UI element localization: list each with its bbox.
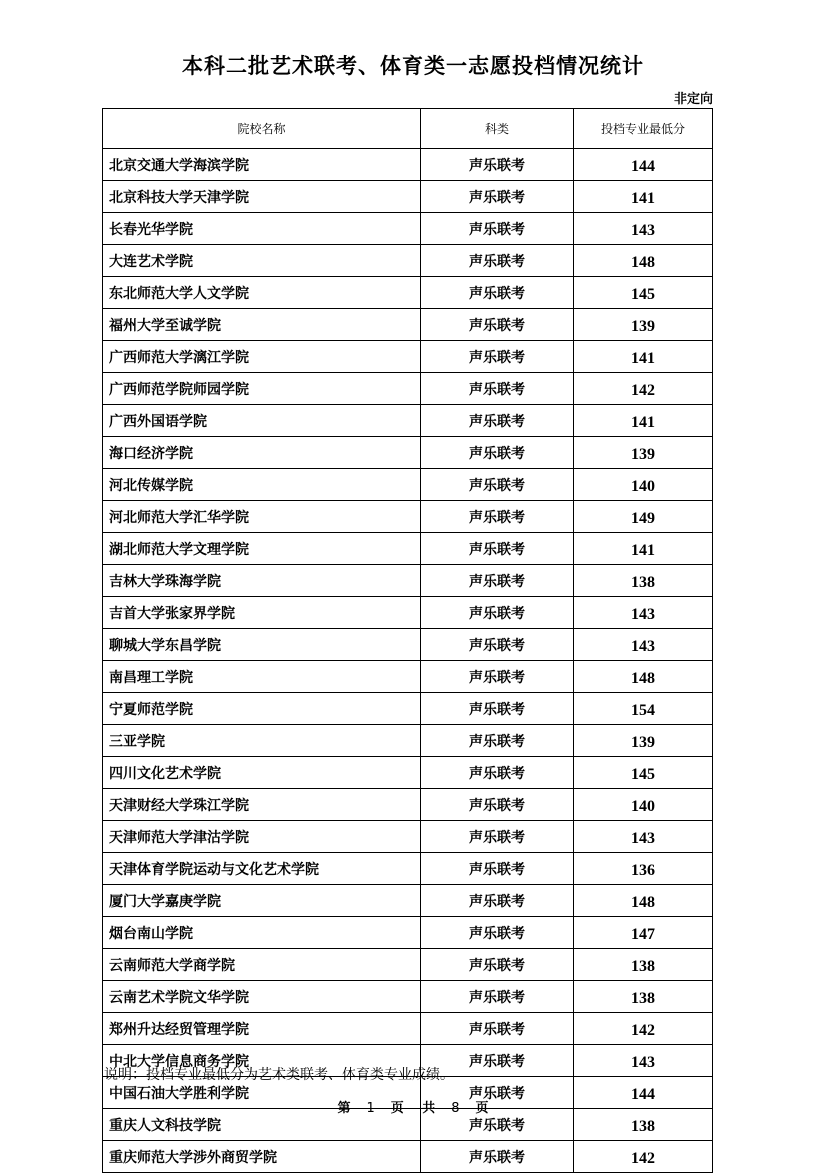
min-score-cell: 136 bbox=[574, 853, 713, 885]
category-cell: 声乐联考 bbox=[421, 917, 574, 949]
school-name-cell: 四川文化艺术学院 bbox=[103, 757, 421, 789]
header-school-name: 院校名称 bbox=[103, 109, 421, 149]
table-row bbox=[103, 213, 713, 245]
min-score-cell: 142 bbox=[574, 1141, 713, 1173]
table-row bbox=[103, 661, 713, 693]
min-score-cell: 138 bbox=[574, 949, 713, 981]
school-name-cell: 中北大学信息商务学院 bbox=[103, 1045, 421, 1077]
min-score-cell: 140 bbox=[574, 789, 713, 821]
table-row bbox=[103, 533, 713, 565]
category-cell: 声乐联考 bbox=[421, 1141, 574, 1173]
school-name-cell: 河北传媒学院 bbox=[103, 469, 421, 501]
school-name-cell: 吉林大学珠海学院 bbox=[103, 565, 421, 597]
table-header-row bbox=[103, 109, 713, 149]
header-min-score: 投档专业最低分 bbox=[574, 109, 713, 149]
school-name-cell: 烟台南山学院 bbox=[103, 917, 421, 949]
min-score-cell: 143 bbox=[574, 597, 713, 629]
table-row bbox=[103, 757, 713, 789]
min-score-cell: 142 bbox=[574, 373, 713, 405]
category-cell: 声乐联考 bbox=[421, 533, 574, 565]
category-cell: 声乐联考 bbox=[421, 469, 574, 501]
category-cell: 声乐联考 bbox=[421, 565, 574, 597]
school-name-cell: 郑州升达经贸管理学院 bbox=[103, 1013, 421, 1045]
school-name-cell: 天津财经大学珠江学院 bbox=[103, 789, 421, 821]
category-cell: 声乐联考 bbox=[421, 341, 574, 373]
category-cell: 声乐联考 bbox=[421, 949, 574, 981]
category-cell: 声乐联考 bbox=[421, 661, 574, 693]
min-score-cell: 139 bbox=[574, 725, 713, 757]
school-name-cell: 重庆师范大学涉外商贸学院 bbox=[103, 1141, 421, 1173]
table-row bbox=[103, 885, 713, 917]
category-cell: 声乐联考 bbox=[421, 245, 574, 277]
school-name-cell: 中国石油大学胜利学院 bbox=[103, 1077, 421, 1109]
category-cell: 声乐联考 bbox=[421, 885, 574, 917]
min-score-cell: 145 bbox=[574, 277, 713, 309]
table-row bbox=[103, 565, 713, 597]
table-row bbox=[103, 629, 713, 661]
table-row bbox=[103, 373, 713, 405]
min-score-cell: 144 bbox=[574, 149, 713, 181]
min-score-cell: 138 bbox=[574, 981, 713, 1013]
min-score-cell: 140 bbox=[574, 469, 713, 501]
category-cell: 声乐联考 bbox=[421, 1045, 574, 1077]
school-name-cell: 湖北师范大学文理学院 bbox=[103, 533, 421, 565]
table-row bbox=[103, 949, 713, 981]
school-name-cell: 北京科技大学天津学院 bbox=[103, 181, 421, 213]
category-cell: 声乐联考 bbox=[421, 757, 574, 789]
category-cell: 声乐联考 bbox=[421, 821, 574, 853]
school-name-cell: 聊城大学东昌学院 bbox=[103, 629, 421, 661]
table-row bbox=[103, 597, 713, 629]
table-row bbox=[103, 725, 713, 757]
min-score-cell: 148 bbox=[574, 661, 713, 693]
table-row bbox=[103, 1141, 713, 1173]
header-category: 科类 bbox=[421, 109, 574, 149]
school-name-cell: 长春光华学院 bbox=[103, 213, 421, 245]
table-row bbox=[103, 821, 713, 853]
category-cell: 声乐联考 bbox=[421, 501, 574, 533]
category-cell: 声乐联考 bbox=[421, 373, 574, 405]
school-name-cell: 云南师范大学商学院 bbox=[103, 949, 421, 981]
min-score-cell: 141 bbox=[574, 533, 713, 565]
min-score-cell: 148 bbox=[574, 885, 713, 917]
subtitle-label: 非定向 bbox=[673, 92, 713, 107]
page-title: 本科二批艺术联考、体育类一志愿投档情况统计 bbox=[182, 53, 644, 78]
min-score-cell: 143 bbox=[574, 821, 713, 853]
table-row bbox=[103, 181, 713, 213]
note-text: 说明：投档专业最低分为艺术类联考、体育类专业成绩。 bbox=[104, 1067, 454, 1083]
category-cell: 声乐联考 bbox=[421, 693, 574, 725]
footer-prefix: 第 bbox=[337, 1101, 351, 1116]
table-body bbox=[103, 149, 713, 1173]
table-row bbox=[103, 853, 713, 885]
table-row bbox=[103, 789, 713, 821]
page-footer bbox=[0, 1097, 826, 1116]
footer-page-number: 1 bbox=[366, 1101, 375, 1116]
category-cell: 声乐联考 bbox=[421, 277, 574, 309]
school-name-cell: 三亚学院 bbox=[103, 725, 421, 757]
min-score-cell: 138 bbox=[574, 565, 713, 597]
min-score-cell: 147 bbox=[574, 917, 713, 949]
category-cell: 声乐联考 bbox=[421, 181, 574, 213]
school-name-cell: 福州大学至诚学院 bbox=[103, 309, 421, 341]
school-name-cell: 东北师范大学人文学院 bbox=[103, 277, 421, 309]
category-cell: 声乐联考 bbox=[421, 1077, 574, 1109]
min-score-cell: 144 bbox=[574, 1077, 713, 1109]
school-name-cell: 天津体育学院运动与文化艺术学院 bbox=[103, 853, 421, 885]
admission-table bbox=[102, 108, 713, 1173]
category-cell: 声乐联考 bbox=[421, 213, 574, 245]
min-score-cell: 139 bbox=[574, 437, 713, 469]
category-cell: 声乐联考 bbox=[421, 725, 574, 757]
table-row bbox=[103, 469, 713, 501]
category-cell: 声乐联考 bbox=[421, 629, 574, 661]
table-row bbox=[103, 981, 713, 1013]
min-score-cell: 142 bbox=[574, 1013, 713, 1045]
school-name-cell: 河北师范大学汇华学院 bbox=[103, 501, 421, 533]
table-row bbox=[103, 309, 713, 341]
school-name-cell: 海口经济学院 bbox=[103, 437, 421, 469]
category-cell: 声乐联考 bbox=[421, 309, 574, 341]
min-score-cell: 138 bbox=[574, 1109, 713, 1141]
table-row bbox=[103, 245, 713, 277]
footer-suffix: 页 bbox=[475, 1101, 489, 1116]
category-cell: 声乐联考 bbox=[421, 597, 574, 629]
min-score-cell: 154 bbox=[574, 693, 713, 725]
min-score-cell: 143 bbox=[574, 213, 713, 245]
min-score-cell: 143 bbox=[574, 1045, 713, 1077]
category-cell: 声乐联考 bbox=[421, 149, 574, 181]
category-cell: 声乐联考 bbox=[421, 981, 574, 1013]
school-name-cell: 云南艺术学院文华学院 bbox=[103, 981, 421, 1013]
table-row bbox=[103, 405, 713, 437]
min-score-cell: 148 bbox=[574, 245, 713, 277]
school-name-cell: 北京交通大学海滨学院 bbox=[103, 149, 421, 181]
min-score-cell: 139 bbox=[574, 309, 713, 341]
min-score-cell: 141 bbox=[574, 181, 713, 213]
school-name-cell: 南昌理工学院 bbox=[103, 661, 421, 693]
table-row bbox=[103, 501, 713, 533]
min-score-cell: 141 bbox=[574, 341, 713, 373]
min-score-cell: 143 bbox=[574, 629, 713, 661]
category-cell: 声乐联考 bbox=[421, 789, 574, 821]
school-name-cell: 宁夏师范学院 bbox=[103, 693, 421, 725]
school-name-cell: 广西外国语学院 bbox=[103, 405, 421, 437]
school-name-cell: 厦门大学嘉庚学院 bbox=[103, 885, 421, 917]
category-cell: 声乐联考 bbox=[421, 1109, 574, 1141]
school-name-cell: 广西师范大学漓江学院 bbox=[103, 341, 421, 373]
table-row bbox=[103, 341, 713, 373]
school-name-cell: 吉首大学张家界学院 bbox=[103, 597, 421, 629]
category-cell: 声乐联考 bbox=[421, 405, 574, 437]
table-row bbox=[103, 277, 713, 309]
school-name-cell: 大连艺术学院 bbox=[103, 245, 421, 277]
category-cell: 声乐联考 bbox=[421, 437, 574, 469]
min-score-cell: 149 bbox=[574, 501, 713, 533]
table-row bbox=[103, 1013, 713, 1045]
category-cell: 声乐联考 bbox=[421, 1013, 574, 1045]
min-score-cell: 145 bbox=[574, 757, 713, 789]
table-row bbox=[103, 437, 713, 469]
school-name-cell: 天津师范大学津沽学院 bbox=[103, 821, 421, 853]
category-cell: 声乐联考 bbox=[421, 853, 574, 885]
min-score-cell: 141 bbox=[574, 405, 713, 437]
table-row bbox=[103, 149, 713, 181]
school-name-cell: 重庆人文科技学院 bbox=[103, 1109, 421, 1141]
table-row bbox=[103, 917, 713, 949]
footer-total-pages: 8 bbox=[451, 1101, 460, 1116]
table-row bbox=[103, 693, 713, 725]
footer-middle: 页 共 bbox=[390, 1101, 436, 1116]
school-name-cell: 广西师范学院师园学院 bbox=[103, 373, 421, 405]
